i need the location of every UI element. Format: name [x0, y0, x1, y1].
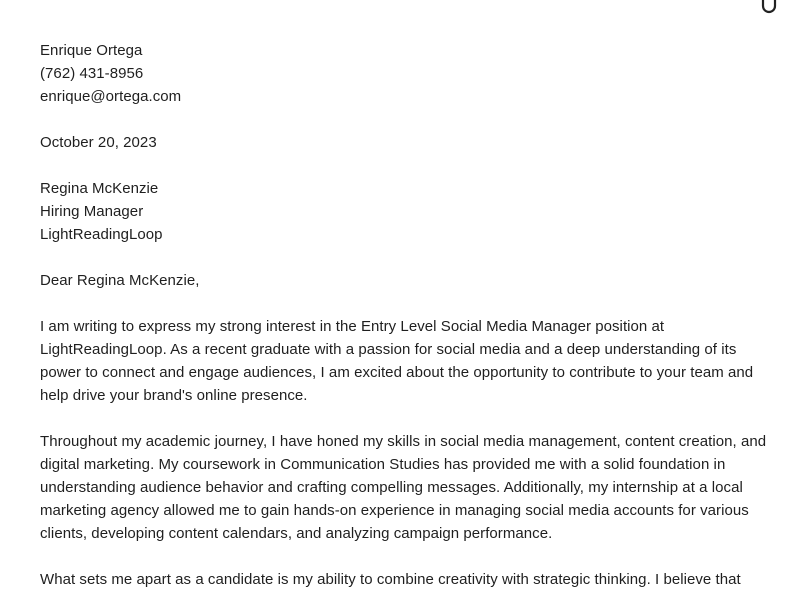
letter-date: October 20, 2023: [40, 134, 157, 151]
sender-email: enrique@ortega.com: [40, 88, 182, 105]
date-block: [40, 131, 780, 154]
recipient-name: Regina McKenzie: [40, 180, 159, 197]
edit-icon[interactable]: [760, 0, 778, 14]
recipient-company: LightReadingLoop: [40, 226, 163, 243]
sender-phone: (762) 431-8956: [40, 65, 144, 82]
recipient-block: [40, 177, 780, 246]
recipient-title: Hiring Manager: [40, 203, 144, 220]
cover-letter: [40, 39, 780, 614]
sender-name: Enrique Ortega: [40, 42, 143, 59]
body-paragraph-2: Throughout my academic journey, I have honed my skills in social media management, content creation, and digital marketing. My coursework in Communication Studies has provided me with a solid foundation in understanding audience behavior and crafting compelling messages. Additionally, my internship at a local marketing agency allowed me to gain hands-on experience in managing social media accounts for various clients, developing content calendars, and analyzing campaign performance.: [40, 433, 767, 542]
body-paragraph-3: What sets me apart as a candidate is my ability to combine creativity with strategic thinking. I believe that: [40, 571, 741, 588]
body-paragraph-1: I am writing to express my strong interest in the Entry Level Social Media Manager position at LightReadingLoop. As a recent graduate with a passion for social media and a deep understanding of its power to connect and engage audiences, I am excited about the opportunity to contribute to your team and help drive your brand's online presence.: [40, 318, 754, 404]
sender-block: [40, 39, 780, 108]
salutation: Dear Regina McKenzie,: [40, 272, 200, 289]
